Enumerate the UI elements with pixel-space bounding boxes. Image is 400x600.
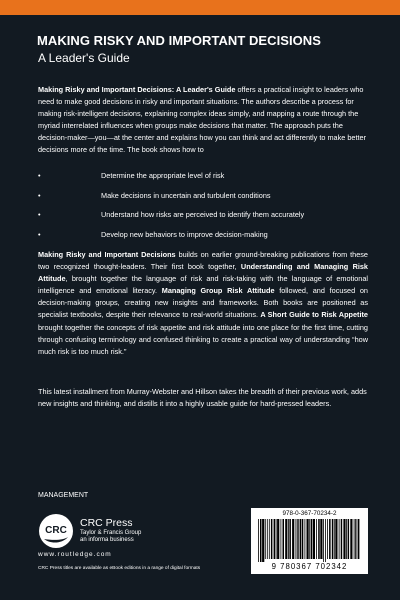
barcode-bar <box>339 519 340 559</box>
barcode-bar <box>292 519 294 559</box>
bullet-list <box>38 170 368 249</box>
barcode-bar <box>302 519 304 559</box>
intro-book-title: Making Risky and Important Decisions: A Leader's Guide <box>38 85 236 94</box>
barcode-bar <box>329 519 331 559</box>
barcode-bar <box>305 519 306 559</box>
barcode-bar <box>289 519 291 559</box>
list-item <box>38 190 368 210</box>
para2-text-2: , brought together the language of risk and risk-taking with the language of emotional intelligence and emotional literacy. <box>38 274 368 296</box>
list-item <box>38 170 368 190</box>
barcode-bar <box>332 519 334 559</box>
barcode-bar <box>274 519 276 559</box>
barcode-bar <box>307 519 309 559</box>
para2-text-4: brought together the concepts of risk appetite and risk attitude into one place for the first time, cutting through confusing terminology and confused thinking to create a practical way of understanding “how much risk is too much risk.” <box>38 322 368 356</box>
list-item <box>38 209 368 229</box>
crc-logo-text: CRC <box>45 525 67 536</box>
barcode-bar <box>327 519 328 559</box>
bold-title-2: Understanding and Managing Risk Attitude <box>38 262 368 284</box>
barcode-bar <box>269 519 270 559</box>
bullet-text: Make decisions in uncertain and turbulent conditions <box>101 190 271 200</box>
isbn-text: 978-0-367-70234-2 <box>282 510 337 517</box>
bullet-icon: • <box>38 190 41 200</box>
barcode-bar <box>355 519 356 559</box>
para2-text-1: builds on earlier ground-breaking publications from these two recognized thought-leaders. Their first book together, <box>38 250 368 272</box>
barcode-bar <box>300 519 302 559</box>
barcode-bar <box>350 519 352 559</box>
barcode-bar <box>277 519 279 559</box>
bold-title-4: A Short Guide to Risk Appetite <box>260 310 368 320</box>
bold-title-1: Making Risky and Important Decisions <box>38 250 176 259</box>
barcode-bar <box>346 519 347 559</box>
bullet-text: Develop new behaviors to improve decision-making <box>101 230 268 240</box>
barcode-bar <box>258 519 259 562</box>
barcode-bar <box>343 519 345 559</box>
barcode-bar <box>296 519 297 559</box>
publisher-name: CRC Press <box>80 517 133 529</box>
barcode-bar <box>323 519 324 562</box>
barcode-bar <box>309 519 310 559</box>
third-paragraph: This latest installment from Murray-Webster and Hillson takes the breadth of their previous work, adds new insights and thinking, and distills it into a highly usable guide for hard-pressed leaders. <box>38 387 367 409</box>
bold-title-3: Managing Group Risk Attitude <box>161 286 275 296</box>
barcode-bar <box>262 519 264 562</box>
barcode-bar <box>318 519 320 559</box>
barcode-bar <box>357 519 358 559</box>
barcode-bar <box>285 519 287 559</box>
para2-text-3: followed, and focused on decision-making groups, creating new insights and frameworks. Both books are positioned as specialist textbooks, despite their relevance to real-world situations. <box>38 286 368 320</box>
barcode-bar <box>265 519 266 559</box>
intro-text: offers a practical insight to leaders who need to make good decisions in risky and important situations. The authors describe a process for making risk-intelligent decisions, explaining complex ideas simply, and mapping a route through the myriad interrelated influences when groups make decisions that matter. The approach puts the decision-maker—you—at the center and explains how you can think and act differently to make better decisions more of the time. The book shows how to <box>38 85 367 155</box>
barcode-bar <box>271 519 273 559</box>
barcode-bar <box>341 519 343 559</box>
second-paragraph <box>38 249 368 358</box>
barcode-bar <box>325 519 326 562</box>
barcode-bar <box>348 519 350 559</box>
crc-logo-icon <box>38 513 74 549</box>
barcode-bar <box>311 519 313 559</box>
bullet-icon: • <box>38 171 41 180</box>
barcode-bar <box>276 519 277 559</box>
barcode-bar <box>283 519 285 559</box>
barcode-bar <box>313 519 315 559</box>
barcode-bar <box>320 519 322 559</box>
bullet-icon: • <box>38 210 41 220</box>
barcode-bar <box>334 519 335 559</box>
barcode-bar <box>316 519 317 559</box>
barcode <box>251 508 368 574</box>
orange-top-bar <box>0 0 400 15</box>
bullet-text: Determine the appropriate level of risk <box>101 171 225 180</box>
list-item <box>38 229 368 249</box>
category-label: MANAGEMENT <box>38 492 89 499</box>
barcode-bar <box>298 519 299 559</box>
barcode-number: 9 780367 702342 <box>271 562 348 571</box>
barcode-bar <box>260 519 262 562</box>
barcode-bar <box>281 519 282 559</box>
bullet-text: Understand how risks are perceived to identify them accurately <box>101 210 305 220</box>
book-title: MAKING RISKY AND IMPORTANT DECISIONS <box>37 33 321 48</box>
publisher-website: www.routledge.com <box>38 551 112 558</box>
barcode-bar <box>297 519 298 559</box>
book-subtitle: A Leader's Guide <box>38 51 130 65</box>
barcode-bars <box>258 519 361 562</box>
barcode-bar <box>267 519 268 559</box>
barcode-bar <box>288 519 289 559</box>
barcode-bar <box>335 519 337 559</box>
bullet-icon: • <box>38 230 41 240</box>
publisher-group: Taylor & Francis Group <box>80 530 142 536</box>
ebook-note: CRC Press titles are available as eBook editions in a range of digital formats <box>38 566 201 571</box>
barcode-bar <box>354 519 355 559</box>
intro-paragraph <box>38 84 368 157</box>
barcode-bar <box>358 519 360 559</box>
publisher-tagline: an informa business <box>80 537 134 543</box>
